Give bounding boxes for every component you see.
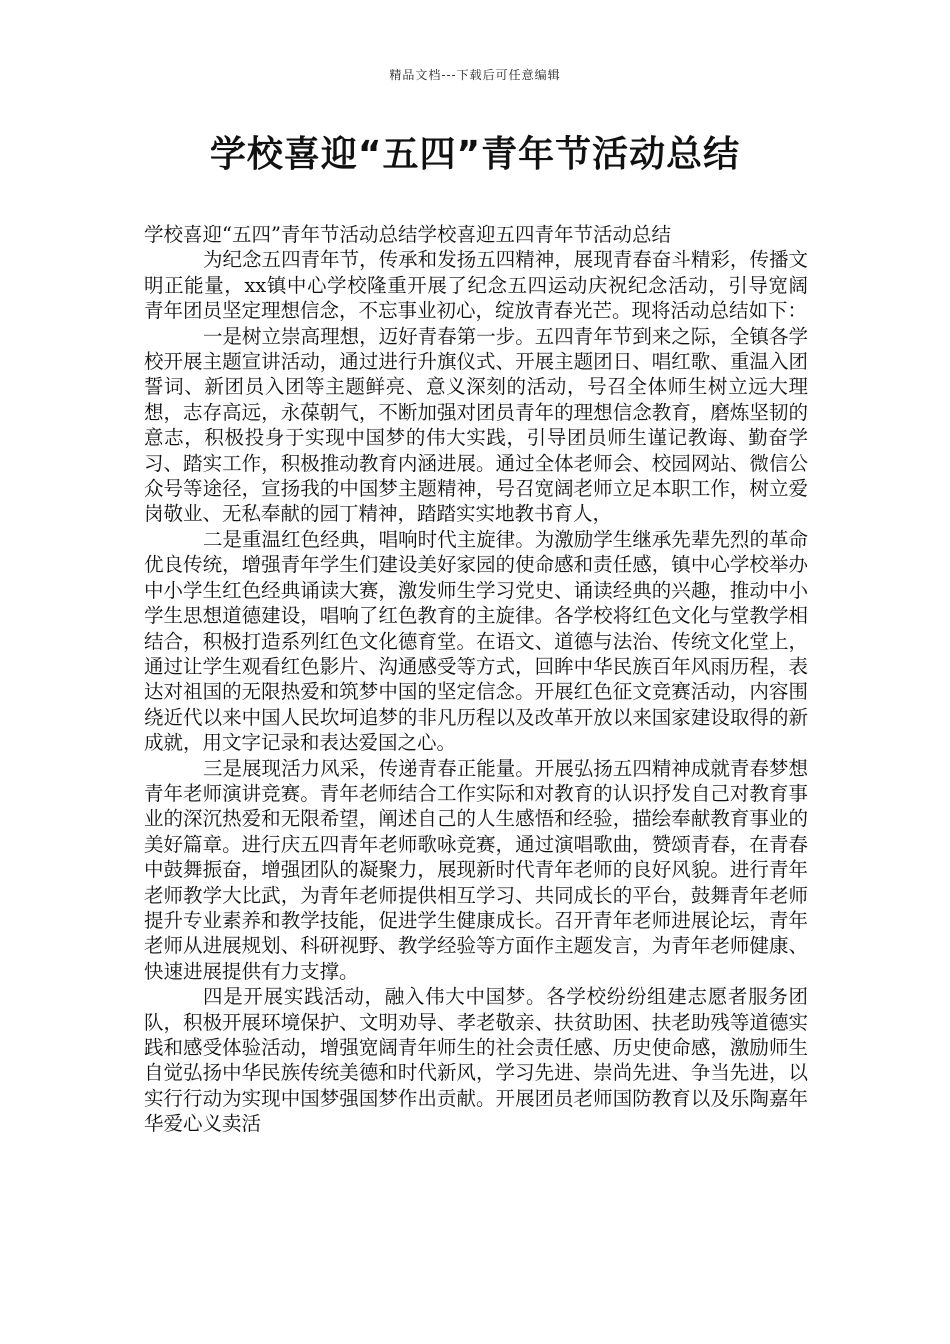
intro-paragraph: 为纪念五四青年节，传承和发扬五四精神，展现青春奋斗精彩，传播文明正能量，xx镇中心学校隆重开展了纪念五四运动庆祝纪念活动，引导宽阔青年团员坚定理想信念，不忘事业初心，绽放青春光芒。现将活动总结如下：: [144, 248, 808, 323]
section-four-paragraph: 四是开展实践活动，融入伟大中国梦。各学校纷纷组建志愿者服务团队，积极开展环境保护、文明劝导、孝老敬亲、扶贫助困、扶老助残等道德实践和感受体验活动，增强宽阔青年师生的社会责任感、历史使命感，激励师生自觉弘扬中华民族传统美德和时代新风，学习先进、崇尚先进、争当先进，以实行行动为实现中国梦强国梦作出贡献。开展团员老师国防教育以及乐陶嘉年华爱心义卖活: [144, 985, 808, 1136]
summary-line: 学校喜迎“五四”青年节活动总结学校喜迎五四青年节活动总结: [144, 223, 671, 246]
header-note: 精品文档---下载后可任意编辑: [389, 68, 561, 82]
section-three-paragraph: 三是展现活力风采，传递青春正能量。开展弘扬五四精神成就青春梦想青年老师演讲竞赛。青年老师结合工作实际和对教育的认识抒发自己对教育事业的深沉热爱和无限希望，阐述自己的人生感悟和经验，描绘奉献教育事业的美好篇章。进行庆五四青年老师歌咏竞赛，通过演唱歌曲，赞颂青春，在青春中鼓舞振奋，增强团队的凝聚力，展现新时代青年老师的良好风貌。进行青年老师教学大比武，为青年老师提供相互学习、共同成长的平台，鼓舞青年老师提升专业素养和教学技能，促进学生健康成长。召开青年老师进展论坛，青年老师从进展规划、科研视野、教学经验等方面作主题发言，为青年老师健康、快速进展提供有力支撑。: [144, 756, 808, 983]
document-body: [144, 222, 808, 1137]
document-title: 学校喜迎“五四”青年节活动总结: [209, 134, 741, 175]
section-two-paragraph: 二是重温红色经典，唱响时代主旋律。为激励学生继承先辈先烈的革命优良传统，增强青年学生们建设美好家园的使命感和责任感，镇中心学校举办中小学生红色经典诵读大赛，激发师生学习党史、诵读经典的兴趣，推动中小学生思想道德建设，唱响了红色教育的主旋律。各学校将红色文化与堂教学相结合，积极打造系列红色文化德育堂。在语文、道德与法治、传统文化堂上，通过让学生观看红色影片、沟通感受等方式，回眸中华民族百年风雨历程，表达对祖国的无限热爱和筑梦中国的坚定信念。开展红色征文竞赛活动，内容围绕近代以来中国人民坎坷追梦的非凡历程以及改革开放以来国家建设取得的新成就，用文字记录和表达爱国之心。: [144, 527, 808, 755]
section-one-paragraph: 一是树立崇高理想，迈好青春第一步。五四青年节到来之际，全镇各学校开展主题宣讲活动，通过进行升旗仪式、开展主题团日、唱红歌、重温入团誓词、新团员入团等主题鲜亮、意义深刻的活动，号召全体师生树立远大理想，志存高远，永葆朝气，不断加强对团员青年的理想信念教育，磨炼坚韧的意志，积极投身于实现中国梦的伟大实践，引导团员师生谨记教诲、勤奋学习、踏实工作，积极推动教育内涵进展。通过全体老师会、校园网站、微信公众号等途径，宣扬我的中国梦主题精神，号召宽阔老师立足本职工作，树立爱岗敬业、无私奉献的园丁精神，踏踏实实地教书育人，: [144, 324, 808, 526]
